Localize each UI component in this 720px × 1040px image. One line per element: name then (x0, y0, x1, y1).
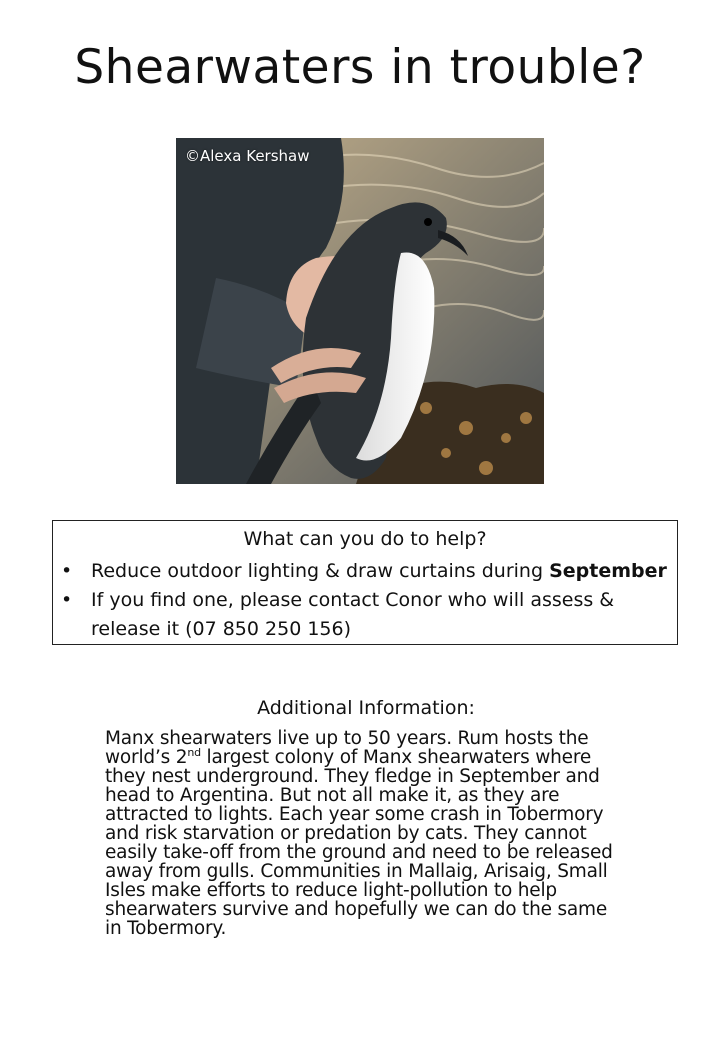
ordinal-suffix: nd (187, 745, 201, 759)
shearwater-illustration (176, 138, 544, 484)
help-list (53, 557, 677, 644)
additional-text-part1: Manx shearwaters live up to 50 years. Rum hosts the world’s 2 (105, 728, 589, 768)
shearwater-photo (176, 138, 544, 484)
page-title: Shearwaters in trouble? (74, 40, 646, 95)
help-item-contact-text: If you find one, please contact Conor who will assess & release it (07 850 250 156) (91, 589, 615, 640)
additional-body (105, 729, 625, 938)
help-item-contact (53, 586, 677, 644)
help-item-lighting-text: Reduce outdoor lighting & draw curtains during (91, 560, 550, 582)
bullet-icon: • (61, 560, 73, 582)
bullet-icon: • (61, 589, 73, 611)
photo-credit: ©Alexa Kershaw (185, 147, 310, 165)
help-item-lighting-month: September (549, 560, 667, 582)
additional-heading: Additional Information: (257, 697, 475, 719)
help-item-lighting (53, 557, 677, 586)
additional-text-part2: largest colony of Manx shearwaters where they nest underground. They fledge in September and head to Argentina. But not all make it, as they are attracted to lights. Each year some crash in Tobermory and risk starvation or predation by cats. They cannot easily take-off from the ground and need to be released away from gulls. Communities in Mallaig, Arisaig, Small Isles make efforts to reduce light-pollution to help shearwaters survive and hopefully we can do the same in Tobermory. (105, 747, 613, 939)
help-heading: What can you do to help? (243, 528, 487, 550)
help-box (52, 520, 678, 645)
